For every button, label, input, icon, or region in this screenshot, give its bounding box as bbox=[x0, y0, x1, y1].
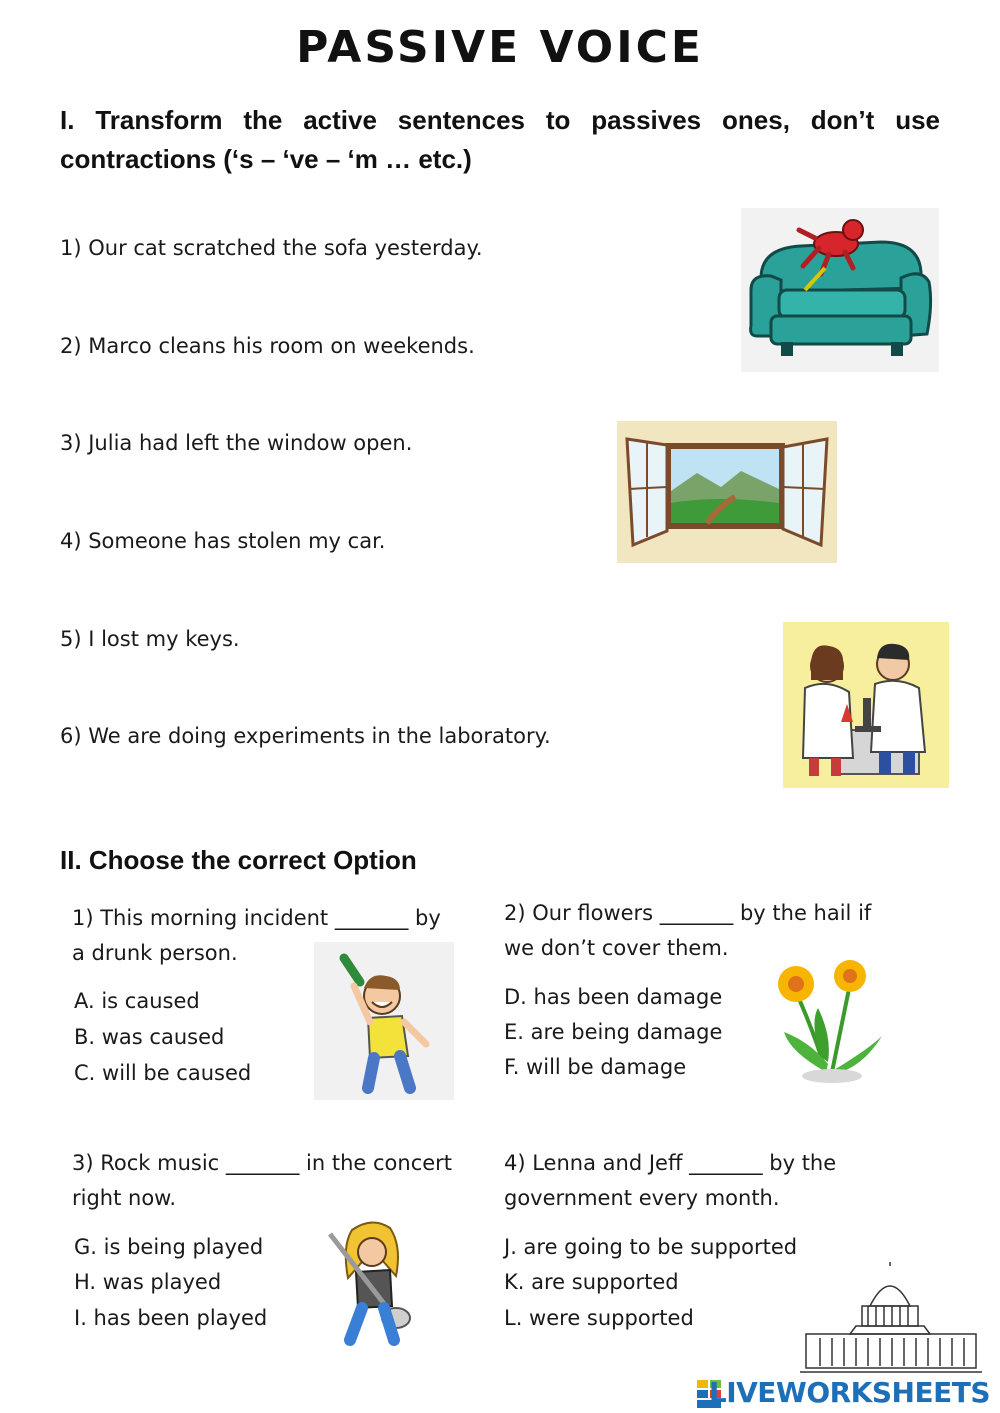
option-c[interactable]: C. will be caused bbox=[74, 1061, 252, 1085]
option-f[interactable]: F. will be damage bbox=[504, 1055, 687, 1079]
option-e[interactable]: E. are being damage bbox=[504, 1020, 723, 1044]
section1-instruction: I. Transform the active sentences to passives ones, don’t use contractions (‘s – ‘ve – ‘m … etc.) bbox=[60, 105, 940, 174]
option-g[interactable]: G. is being played bbox=[74, 1235, 264, 1259]
option-i[interactable]: I. has been played bbox=[74, 1306, 268, 1330]
government-building-illustration bbox=[796, 1262, 986, 1378]
sentence-5: 5) I lost my keys. bbox=[60, 627, 240, 651]
option-b[interactable]: B. was caused bbox=[74, 1025, 225, 1049]
open-window-illustration bbox=[617, 421, 837, 563]
question-1-line2: a drunk person. bbox=[72, 941, 238, 965]
option-a[interactable]: A. is caused bbox=[74, 989, 200, 1013]
question-2-line2: we don’t cover them. bbox=[504, 936, 729, 960]
question-4-line2: government every month. bbox=[504, 1186, 780, 1210]
question-1-line1: 1) This morning incident _______ by bbox=[72, 906, 441, 930]
section2-heading: II. Choose the correct Option bbox=[60, 845, 417, 875]
option-l[interactable]: L. were supported bbox=[504, 1306, 694, 1330]
sentence-2: 2) Marco cleans his room on weekends. bbox=[60, 334, 475, 358]
rock-musician-illustration bbox=[322, 1216, 422, 1348]
option-d[interactable]: D. has been damage bbox=[504, 985, 723, 1009]
brand-wordmark: LIVEWORKSHEETS bbox=[708, 1376, 990, 1409]
question-2-line1: 2) Our flowers _______ by the hail if bbox=[504, 901, 872, 925]
sofa-cat-illustration bbox=[741, 208, 939, 372]
page-title: PASSIVE VOICE bbox=[296, 22, 704, 73]
question-3-line1: 3) Rock music _______ in the concert bbox=[72, 1151, 453, 1175]
sentence-4: 4) Someone has stolen my car. bbox=[60, 529, 386, 553]
flowers-illustration bbox=[770, 952, 894, 1084]
question-3-line2: right now. bbox=[72, 1186, 177, 1210]
sentence-6: 6) We are doing experiments in the laboratory. bbox=[60, 724, 551, 748]
sentence-1: 1) Our cat scratched the sofa yesterday. bbox=[60, 236, 483, 260]
option-j[interactable]: J. are going to be supported bbox=[504, 1235, 798, 1259]
sentence-3: 3) Julia had left the window open. bbox=[60, 431, 413, 455]
laboratory-illustration bbox=[783, 622, 949, 788]
question-4-line1: 4) Lenna and Jeff _______ by the bbox=[504, 1151, 837, 1175]
drunk-person-illustration bbox=[314, 942, 454, 1100]
option-k[interactable]: K. are supported bbox=[504, 1270, 679, 1294]
option-h[interactable]: H. was played bbox=[74, 1270, 222, 1294]
